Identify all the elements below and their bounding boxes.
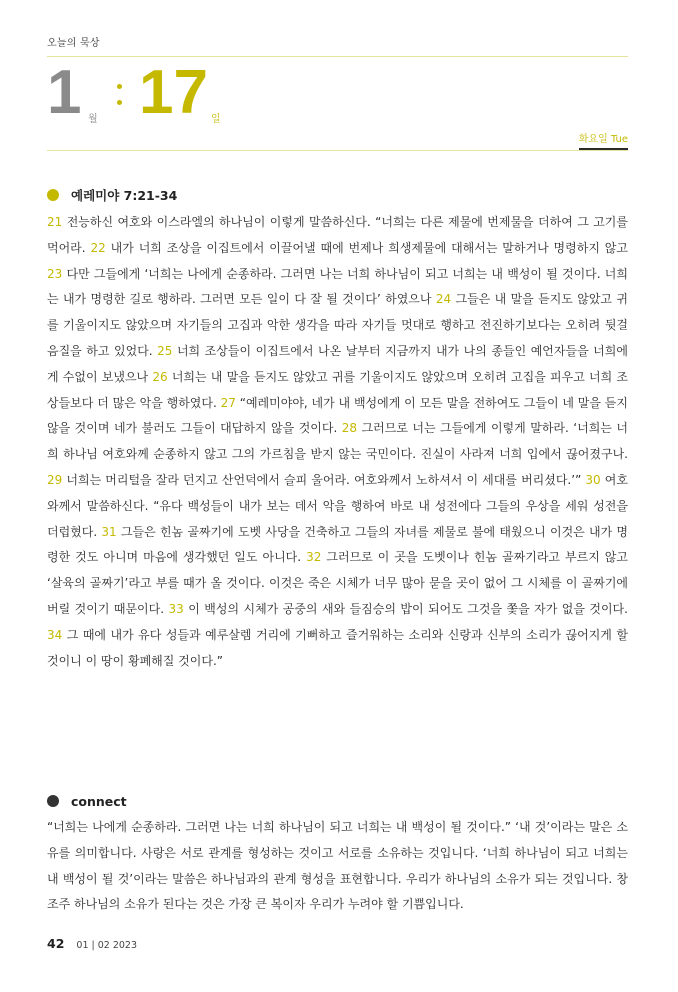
- verse-text: 너희는 내 말을 듣지도 않았고 귀를 기울이지도 않았으며 오히려 고집을 피우고 너희 조상들보다 더 많은 악을 행하였다.: [47, 369, 628, 410]
- verse-number: 32: [306, 550, 322, 565]
- page-footer: [47, 936, 137, 951]
- connect-heading: [47, 793, 127, 809]
- verse-text: 다만 그들에게 ‘너희는 나에게 순종하라. 그러면 나는 너희 하나님이 되고 너희는 내 백성이 될 것이다. 너희는 내가 명령한 길로 행하라. 그러면 모든 일이 다 잘 될 것이다’ 하였으나: [47, 266, 628, 307]
- bullet-dot-icon: [47, 189, 59, 201]
- date-day: 17: [139, 58, 208, 127]
- verse-number: 26: [152, 369, 168, 384]
- scripture-heading: [47, 187, 177, 203]
- day-unit: 일: [211, 114, 221, 125]
- scripture-reference: 예레미야 7:21-34: [71, 188, 178, 203]
- verse-text: “예레미야야, 네가 내 백성에게 이 모든 말을 전하여도 그들이 네 말을 듣지 않을 것이며 네가 불러도 그들이 대답하지 않을 것이다.: [47, 395, 628, 436]
- verse-text: 여호와께서 말씀하신다. “유다 백성들이 내가 보는 데서 악을 행하여 바로 내 성전에다 그들의 우상을 세워 성전을 더럽혔다.: [47, 472, 628, 539]
- verse-number: 21: [47, 215, 63, 229]
- verse-number: 22: [90, 240, 106, 255]
- verse-text: 너희 조상들이 이집트에서 나온 날부터 지금까지 내가 나의 종들인 예언자들을 너희에게 수없이 보냈으나: [47, 343, 628, 384]
- bullet-dot-icon: [47, 795, 59, 807]
- date-month: 1: [47, 58, 82, 127]
- verse-text: 그러므로 너는 그들에게 이렇게 말하라. ‘너희는 너희 하나님 여호와께 순종하지 않고 그의 가르침을 받지 않는 국민이다. 진실이 사라져 너희 입에서 끊어졌구나.: [47, 421, 628, 462]
- date-colon: [117, 84, 122, 116]
- section-label: 오늘의 묵상: [47, 38, 100, 49]
- verse-text: 내가 너희 조상을 이집트에서 이끌어낼 때에 번제나 희생제물에 대해서는 말하거나 명령하지 않고: [110, 240, 628, 255]
- scripture-body: [47, 210, 628, 674]
- verse-number: 24: [435, 292, 452, 307]
- verse-number: 28: [341, 421, 358, 436]
- verse-number: 25: [157, 343, 173, 358]
- verse-number: 27: [220, 395, 236, 410]
- header-top-rule: [47, 56, 628, 57]
- connect-title: connect: [71, 793, 127, 809]
- verse-number: 30: [585, 472, 601, 487]
- verse-number: 34: [47, 627, 63, 642]
- verse-text: 이 백성의 시체가 공중의 새와 들짐승의 밥이 되어도 그것을 쫓을 자가 없을 것이다.: [188, 601, 628, 616]
- page-number: 42: [47, 936, 65, 951]
- verse-text: 그러므로 이 곳을 도벳이나 힌놈 골짜기라고 부르지 않고 ‘살육의 골짜기’라고 부를 때가 올 것이다. 이것은 죽은 시체가 너무 많아 묻을 곳이 없어 그 시체를 이 골짜기에 버릴 것이기 때문이다.: [47, 550, 628, 616]
- weekday-label: 화요일 Tue: [579, 130, 628, 150]
- verse-number: 31: [101, 524, 117, 539]
- verse-text: 너희는 머리털을 잘라 던지고 산언덕에서 슬피 울어라. 여호와께서 노하셔서 이 세대를 버리셨다.’”: [66, 472, 582, 487]
- issue-date: 01 | 02 2023: [76, 940, 138, 951]
- month-unit: 월: [88, 114, 98, 125]
- verse-text: 그 때에 내가 유다 성들과 예루살렘 거리에 기뻐하고 즐거워하는 소리와 신랑과 신부의 소리가 끊어지게 할 것이니 이 땅이 황폐해질 것이다.”: [47, 627, 628, 668]
- verse-number: 33: [168, 601, 184, 616]
- verse-text: 그들은 힌놈 골짜기에 도벳 사당을 건축하고 그들의 자녀를 제물로 불에 태웠으니 이것은 내가 명령한 것도 아니며 마음에 생각했던 일도 아니다.: [47, 524, 628, 565]
- connect-body: “너희는 나에게 순종하라. 그러면 나는 너희 하나님이 되고 너희는 내 백성이 될 것이다.” ‘내 것’이라는 말은 소유를 의미합니다. 사랑은 서로 관계를 형성하는 것이고 서로를 소유하는 것입니다. ‘너희 하나님이 되고 너희는 내 백성이 될 것’이라는 말씀은 하나님과의 관계 형성을 표현합니다. 우리가 하나님의 소유가 되는 것입니다. 창조주 하나님의 소유가 된다는 것은 가장 큰 복이자 우리가 누려야 할 기쁨입니다.: [47, 820, 628, 912]
- verse-number: 23: [47, 266, 63, 281]
- header-bottom-rule: [47, 150, 628, 151]
- verse-text: 전능하신 여호와 이스라엘의 하나님이 이렇게 말씀하신다. “너희는 다른 제물에 번제물을 더하여 그 고기를 먹어라.: [47, 215, 628, 255]
- verse-text: 그들은 내 말을 듣지도 않았고 귀를 기울이지도 않았으며 자기들의 고집과 악한 생각을 따라 자기들 멋대로 행하고 전진하기보다는 오히려 뒷걸음질을 하고 있었다.: [47, 292, 628, 358]
- verse-number: 29: [47, 472, 63, 487]
